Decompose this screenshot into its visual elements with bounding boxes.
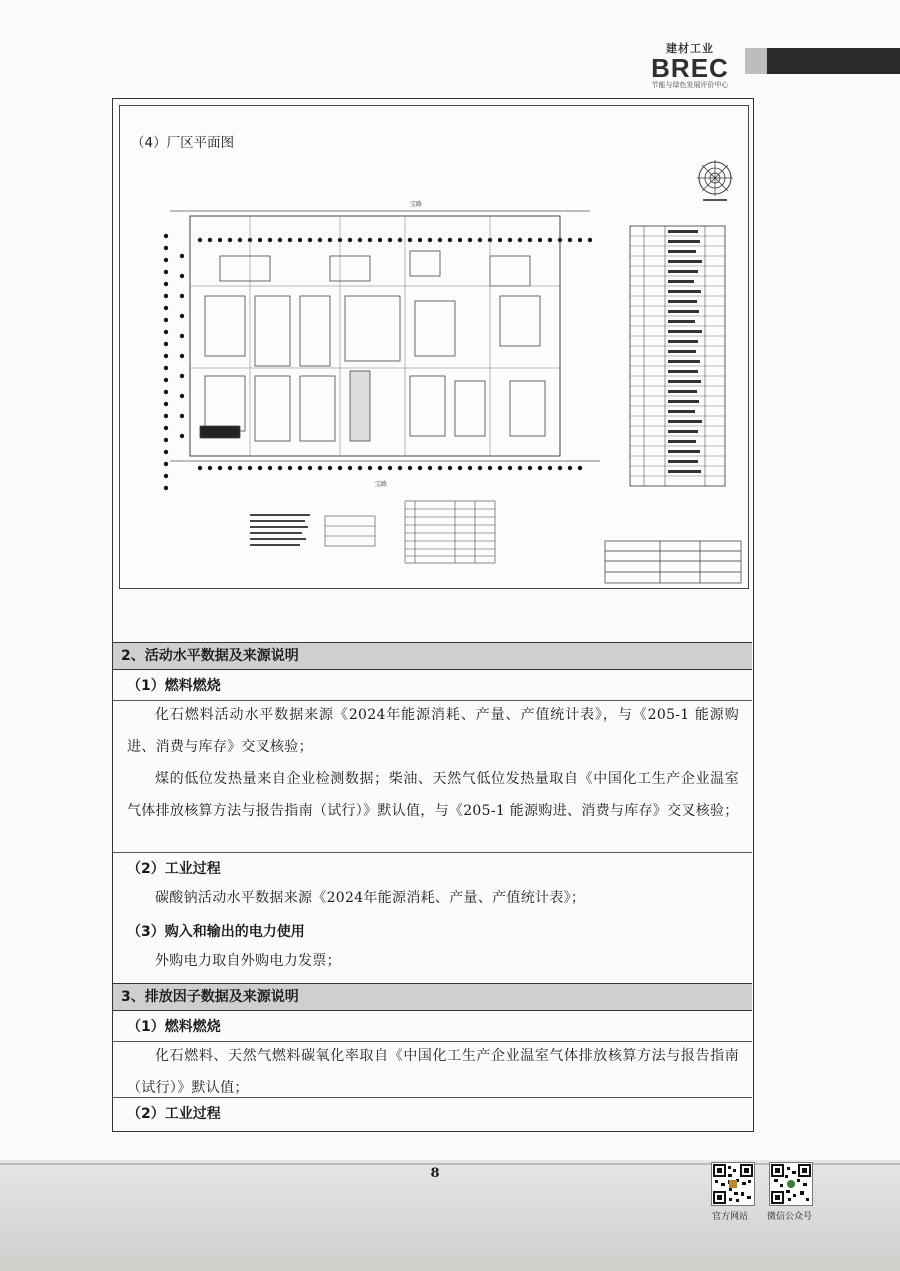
section-2-para-3: 碳酸钠活动水平数据来源《2024年能源消耗、产量、产值统计表》；	[155, 890, 586, 906]
divider	[113, 852, 752, 853]
brand-cn: 建材工业	[666, 42, 714, 55]
header-bar-light	[745, 48, 767, 74]
legend-small	[325, 516, 375, 546]
section-2-para-4: 外购电力取自外购电力发票；	[155, 953, 341, 969]
site-plan-box	[119, 105, 749, 589]
plan-notes	[250, 514, 310, 546]
content-frame	[112, 98, 754, 1132]
page-number: 8	[430, 1166, 440, 1181]
building-list-table	[630, 226, 725, 486]
site-plan-title: （4）厂区平面图	[131, 135, 235, 151]
compass-rose-icon	[697, 160, 733, 201]
qr-website-label: 官方网站	[712, 1212, 749, 1222]
section-2-heading: 2、活动水平数据及来源说明	[113, 642, 752, 670]
road-label-top: 宝路	[410, 201, 423, 208]
brand-en: BREC	[651, 53, 729, 83]
footer-line	[0, 1163, 900, 1165]
road-label-bottom: 宝路	[375, 481, 388, 488]
section-2-sub-2: （2）工业过程	[127, 861, 221, 877]
tree-row-left	[164, 234, 184, 490]
divider	[113, 1097, 752, 1098]
section-2-sub-1: （1）燃料燃烧	[127, 678, 221, 694]
area-table	[405, 501, 495, 563]
section-3-para-1: 化石燃料、天然气燃料碳氧化率取自《中国化工生产企业温室气体排放核算方法与报告指南（试行）》默认值；	[127, 1048, 739, 1096]
footer-band	[0, 1160, 900, 1271]
tree-row-bottom	[198, 466, 582, 470]
section-3-heading: 3、排放因子数据及来源说明	[113, 983, 752, 1011]
section-2-para-2: 煤的低位发热量来自企业检测数据；柴油、天然气低位发热量取自《中国化工生产企业温室气体排放核算方法与报告指南（试行）》默认值，与《205-1 能源购进、消费与库存》交叉核验；	[127, 771, 739, 819]
section-2-para-1: 化石燃料活动水平数据来源《2024年能源消耗、产量、产值统计表》，与《205-1 能源购进、消费与库存》交叉核验；	[127, 707, 739, 755]
title-block	[605, 541, 741, 583]
qr-code-wechat-icon[interactable]	[769, 1162, 813, 1206]
header-bar-dark	[767, 48, 900, 74]
section-2-sub-3: （3）购入和输出的电力使用	[127, 924, 305, 940]
qr-code-website-icon[interactable]	[711, 1162, 755, 1206]
section-3-sub-1: （1）燃料燃烧	[127, 1019, 221, 1035]
tree-row-top	[198, 238, 592, 242]
site-plan-drawing	[120, 106, 748, 588]
brand-sub: 节能与绿色发展评价中心	[651, 81, 729, 89]
brand-logo	[640, 40, 740, 90]
qr-wechat-label: 微信公众号	[767, 1212, 813, 1222]
section-3-sub-2: （2）工业过程	[127, 1106, 221, 1122]
